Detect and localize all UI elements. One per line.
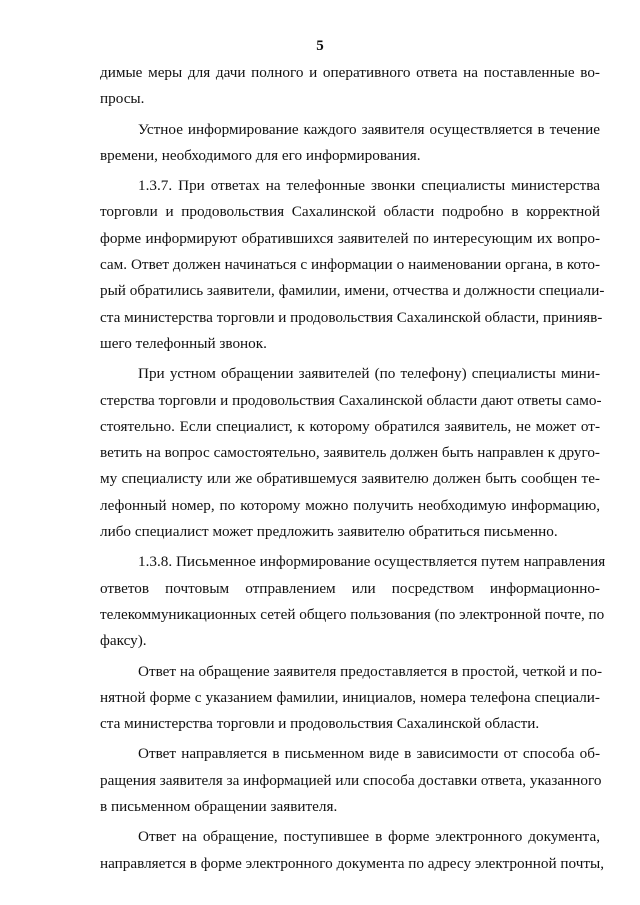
paragraph	[100, 173, 605, 357]
text-line: форме информируют обратившихся заявителей по интересующим их вопро-	[100, 229, 600, 247]
page-number: 5	[316, 38, 324, 54]
paragraph	[100, 659, 603, 738]
text-line: Устное информирование каждого заявителя осуществляется в течение	[138, 120, 600, 138]
paragraph	[100, 117, 600, 170]
document-body	[100, 60, 606, 881]
text-line: 1.3.7. При ответах на телефонные звонки специалисты министерства	[138, 177, 600, 195]
paragraph	[100, 361, 600, 545]
text-line: Ответ на обращение, поступившее в форме электронного документа,	[138, 828, 600, 846]
paragraph	[100, 60, 600, 113]
text-line: стоятельно. Если специалист, к которому обратился заявитель, не может от-	[100, 417, 600, 435]
text-line: сам. Ответ должен начинаться с информации о наименовании органа, в кото-	[100, 256, 600, 274]
text-line: времени, необходимого для его информирования.	[100, 146, 421, 164]
text-line: ста министерства торговли и продовольствия Сахалинской области.	[100, 715, 540, 733]
text-line: нятной форме с указанием фамилии, инициалов, номера телефона специали-	[100, 688, 600, 706]
paragraph	[100, 549, 606, 654]
text-line: либо специалист может предложить заявителю обратиться письменно.	[100, 523, 558, 541]
text-line: факсу).	[100, 632, 147, 650]
text-line: направляется в форме электронного документа по адресу электронной почты,	[100, 854, 604, 872]
text-line: ста министерства торговли и продовольствия Сахалинской области, принияв-	[100, 308, 603, 326]
text-line: Ответ направляется в письменном виде в зависимости от способа об-	[138, 745, 600, 763]
text-line: При устном обращении заявителей (по телефону) специалисты мини-	[138, 365, 600, 383]
text-line: лефонный номер, по которому можно получить необходимую информацию,	[100, 496, 600, 514]
text-line: торговли и продовольствия Сахалинской области подробно в корректной	[100, 203, 600, 221]
text-line: рый обратились заявители, фамилии, имени, отчества и должности специали-	[100, 282, 605, 300]
paragraph	[100, 824, 604, 877]
text-line: ответов почтовым отправлением или посредством информационно-	[100, 579, 600, 597]
text-line: му специалисту или же обратившемуся заявителю должен быть сообщен те-	[100, 470, 600, 488]
text-line: телекоммуникационных сетей общего пользования (по электронной почте, по	[100, 605, 605, 623]
text-line: димые меры для дачи полного и оперативного ответа на поставленные во-	[100, 64, 600, 81]
text-line: Ответ на обращение заявителя предоставляется в простой, четкой и по-	[138, 662, 603, 680]
text-line: шего телефонный звонок.	[100, 334, 267, 352]
text-line: просы.	[100, 90, 145, 108]
text-line: стерства торговли и продовольствия Сахалинской области дают ответы само-	[100, 391, 602, 409]
text-line: в письменном обращении заявителя.	[100, 798, 338, 816]
paragraph	[100, 741, 600, 820]
text-line: ветить на вопрос самостоятельно, заявитель должен быть направлен к друго-	[100, 444, 600, 462]
text-line: 1.3.8. Письменное информирование осуществляется путем направления	[138, 553, 606, 571]
text-line: ращения заявителя за информацией или способа доставки ответа, указанного	[100, 771, 602, 789]
